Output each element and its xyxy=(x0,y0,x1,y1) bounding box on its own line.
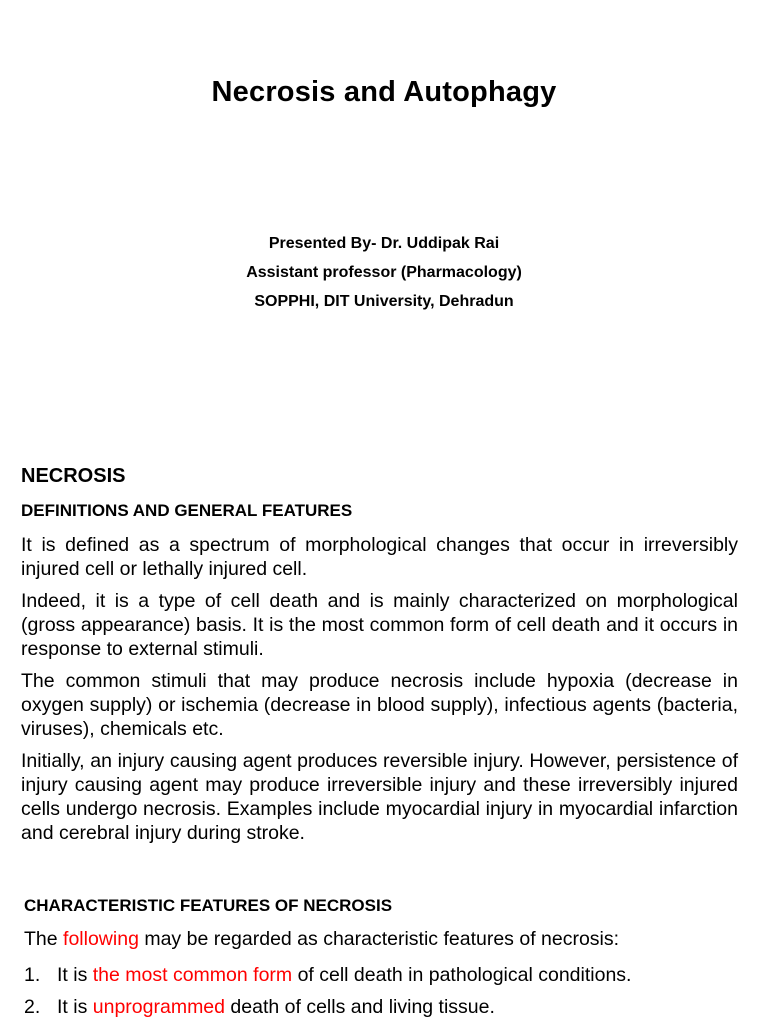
paragraph-injury: Initially, an injury causing agent produces reversible injury. However, persistence of injury causing agent may produce irreversible injury and these irreversibly injured cells undergo necrosis. Examples include myocardial injury in myocardial infarction and cerebral injury during stroke. xyxy=(21,750,738,844)
paragraph-cell-death: Indeed, it is a type of cell death and is mainly characterized on morphological (gross appearance) basis. It is the most common form of cell death and it occurs in response to external stimuli. xyxy=(21,590,738,660)
presenter-name: Presented By- Dr. Uddipak Rai xyxy=(268,235,500,252)
characteristics-heading: CHARACTERISTIC FEATURES OF NECROSIS xyxy=(24,896,393,915)
list-item-text-post: death of cells and living tissue. xyxy=(225,996,495,1018)
characteristics-list xyxy=(24,959,631,1023)
intro-highlight: following xyxy=(63,928,139,950)
list-item-highlight: unprogrammed xyxy=(92,996,225,1018)
intro-text-pre: The xyxy=(24,928,64,950)
intro-text-post: may be regarded as characteristic features of necrosis: xyxy=(138,928,620,950)
presenter-block xyxy=(0,229,768,316)
section-title: NECROSIS xyxy=(21,465,126,487)
paragraph-definition: It is defined as a spectrum of morphological changes that occur in irreversibly injured cell or lethally injured cell. xyxy=(21,534,738,580)
list-item xyxy=(24,991,631,1023)
list-item-highlight: the most common form xyxy=(92,964,293,986)
paragraph-stimuli: The common stimuli that may produce necrosis include hypoxia (decrease in oxygen supply) or ischemia (decrease in blood supply), infectious agents (bacteria, viruses), chemicals etc. xyxy=(21,670,738,740)
presenter-affiliation: SOPPHI, DIT University, Dehradun xyxy=(254,293,514,310)
list-item-text-pre: It is xyxy=(57,996,93,1018)
list-item-number: 1. xyxy=(24,964,41,986)
section-subheading: DEFINITIONS AND GENERAL FEATURES xyxy=(21,501,353,520)
list-item-text-post: of cell death in pathological conditions. xyxy=(292,964,632,986)
page-title: Necrosis and Autophagy xyxy=(211,76,557,108)
list-item xyxy=(24,959,631,991)
characteristics-intro xyxy=(24,927,619,951)
list-item-number: 2. xyxy=(24,996,41,1018)
list-item-text-pre: It is xyxy=(57,964,93,986)
presenter-designation: Assistant professor (Pharmacology) xyxy=(246,264,522,281)
